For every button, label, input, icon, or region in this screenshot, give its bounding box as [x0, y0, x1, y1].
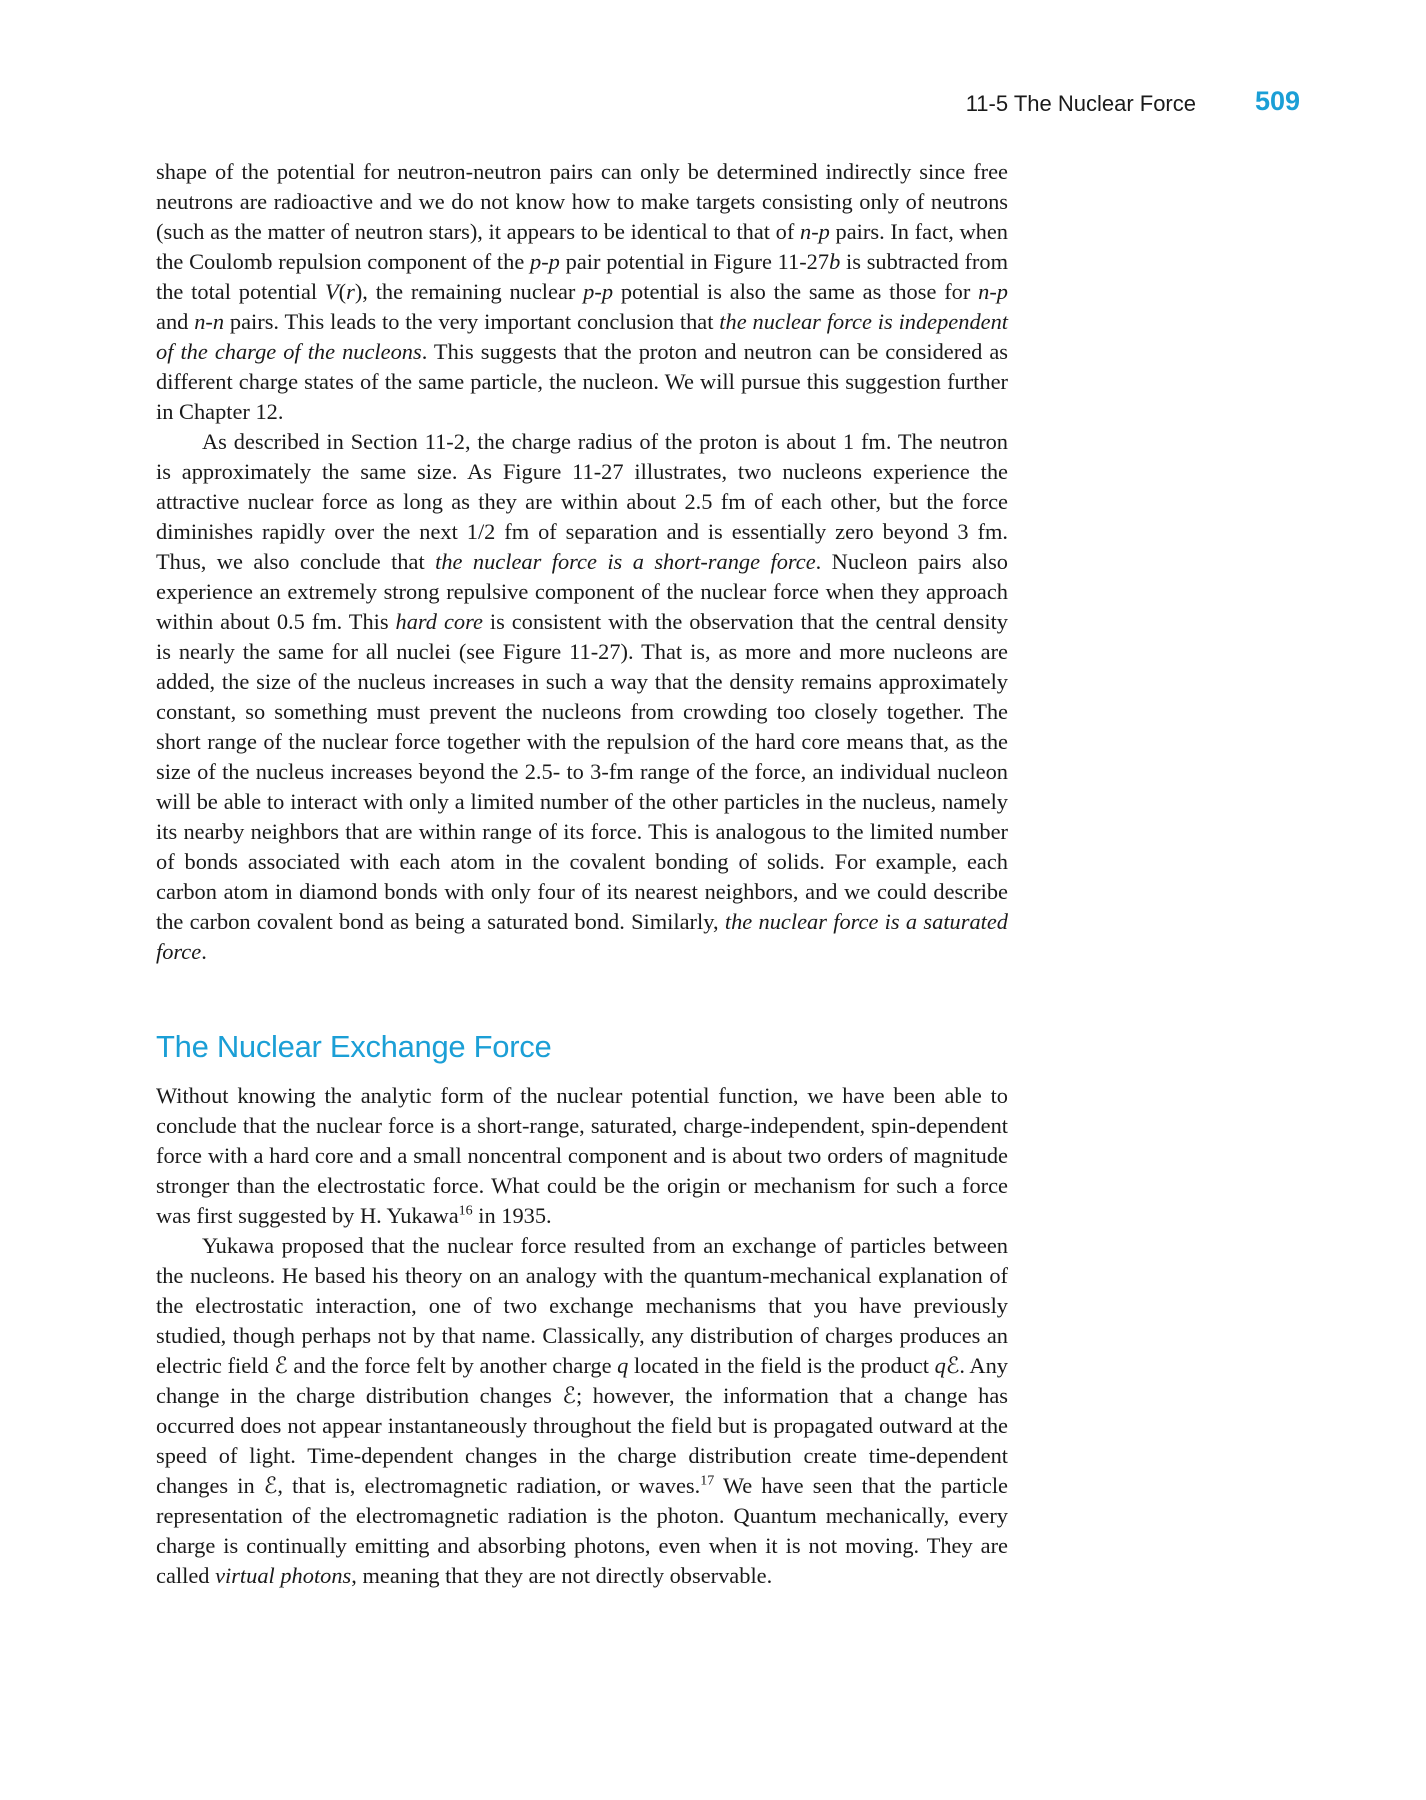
paragraph-short-range: As described in Section 11-2, the charge radius of the proton is about 1 fm. The neutron is approximately the same size. As Figure 11-27 illustrates, two nucleons experience the attractive nuclear force as long as they are within about 2.5 fm of each other, but the force diminishes rapidly over the next 1/2 fm of separation and is essentially zero beyond 3 fm. Thus, we also conclude that the nuclear force is a short-range force. Nucleon pairs also experience an extremely strong repulsive component of the nuclear force when they approach within about 0.5 fm. This hard core is consistent with the observation that the central density is nearly the same for all nuclei (see Figure 11-27). That is, as more and more nucleons are added, the size of the nucleus increases in such a way that the density remains approximately constant, so something must prevent the nucleons from crowding too closely together. The short range of the nuclear force together with the repulsion of the hard core means that, as the size of the nucleus increases beyond the 2.5- to 3-fm range of the force, an individual nucleon will be able to interact with only a limited number of the other particles in the nucleus, namely its nearby neighbors that are within range of its force. This is analogous to the limited number of bonds associated with each atom in the covalent bonding of solids. For example, each carbon atom in diamond bonds with only four of its nearest neighbors, and we could describe the carbon covalent bond as being a saturated bond. Similarly, the nuclear force is a saturated force.	[156, 429, 1008, 964]
footnote-ref: 16	[458, 1203, 473, 1219]
page-number: 509	[1254, 86, 1300, 116]
paragraph-exchange: Yukawa proposed that the nuclear force resulted from an exchange of particles between the nucleons. He based his theory on an analogy with the quantum-mechanical explanation of the electrostatic interaction, one of two exchange mechanisms that you have previously studied, though perhaps not by that name. Classically, any distribution of charges produces an electric field ℰ and the force felt by another charge q located in the field is the product qℰ. Any change in the charge distribution changes ℰ; however, the information that a change has occurred does not appear instantaneously throughout the field but is propagated outward at the speed of light. Time-dependent changes in the charge distribution create time-dependent changes in ℰ, that is, electromagnetic radiation, or waves.$^{17}$ We have seen that the particle representation of the electromagnetic radiation is the photon. Quantum mechanically, every charge is continually emitting and absorbing photons, even when it is not moving. They are called virtual photons, meaning that they are not directly observable.	[156, 1233, 1008, 1588]
paragraph-nuclear-potential: shape of the potential for neutron-neutron pairs can only be determined indirectly since free neutrons are radioactive and we do not know how to make targets consisting only of neutrons (such as the matter of neutron stars), it appears to be identical to that of n-p pairs. In fact, when the Coulomb repulsion component of the p-p pair potential in Figure 11-27b is subtracted from the total potential V(r), the remaining nuclear p-p potential is also the same as those for n-p and n-n pairs. This leads to the very important conclusion that the nuclear force is independent of the charge of the nucleons. This suggests that the proton and neutron can be considered as different charge states of the same particle, the nucleon. We will pursue this suggestion further in Chapter 12.	[156, 159, 1008, 424]
footnote-ref: 17	[700, 1473, 715, 1489]
running-head	[960, 88, 1300, 124]
section-heading: The Nuclear Exchange Force	[156, 1029, 552, 1064]
section-label: 11-5 The Nuclear Force	[965, 91, 1196, 116]
paragraph-yukawa-intro: Without knowing the analytic form of the nuclear potential function, we have been able to conclude that the nuclear force is a short-range, saturated, charge-independent, spin-dependent force with a hard core and a small noncentral component and is about two orders of magnitude stronger than the electrostatic force. What could be the origin or mechanism for such a force was first suggested by H. Yukawa$^{16}$ in 1935.	[156, 1083, 1008, 1228]
text-column	[156, 157, 1008, 1591]
